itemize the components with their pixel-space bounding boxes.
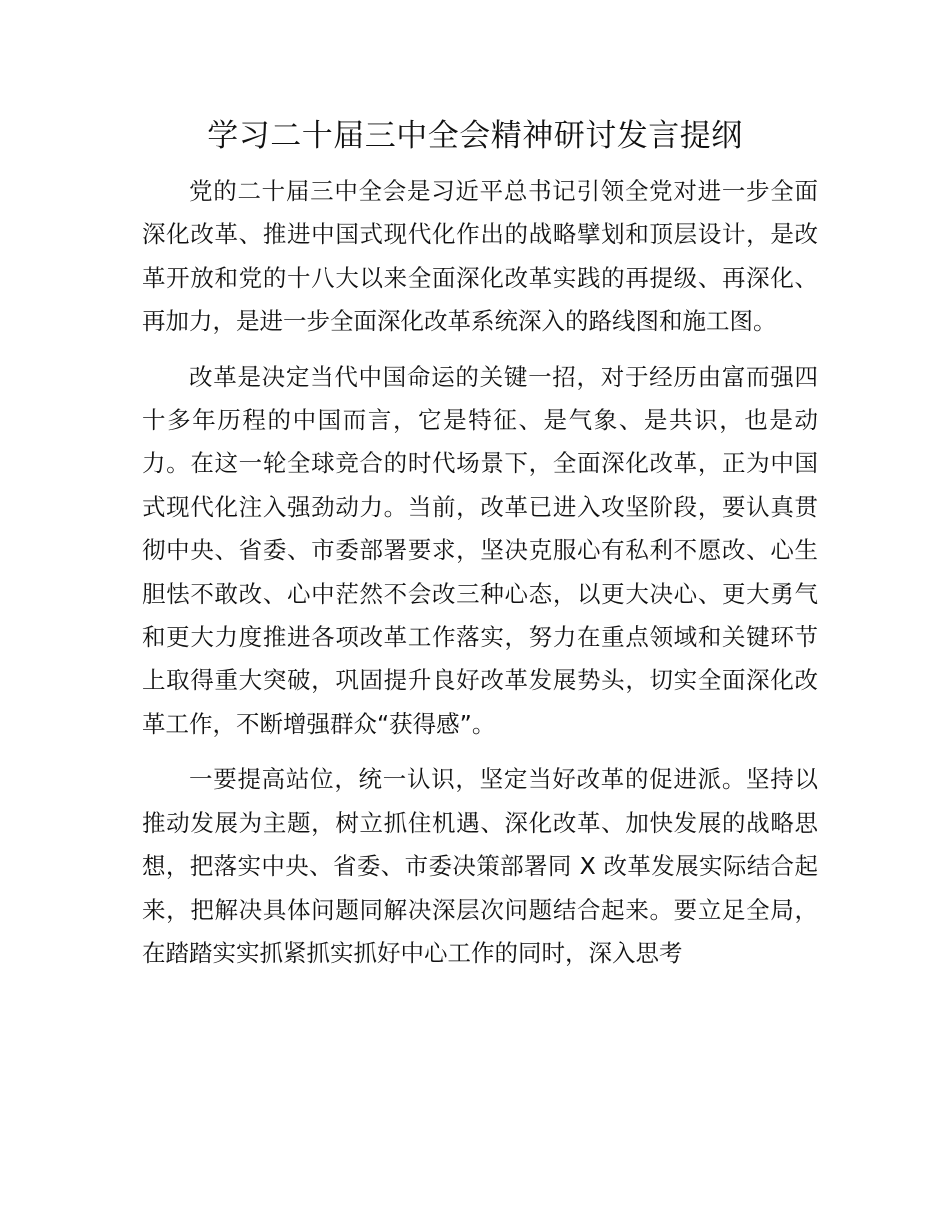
paragraph-intro: 党的二十届三中全会是习近平总书记引领全党对进一步全面深化改革、推进中国式现代化作出的战略擘划和顶层设计，是改革开放和党的十八大以来全面深化改革实践的再提级、再深化、再加力，是进一步全面深化改革系统深入的路线图和施工图。 bbox=[142, 177, 818, 336]
document-title: 学习二十届三中全会精神研讨发言提纲 bbox=[207, 118, 743, 154]
paragraph-reform-significance: 改革是决定当代中国命运的关键一招，对于经历由富而强四十多年历程的中国而言，它是特征、是气象、是共识，也是动力。在这一轮全球竞合的时代场景下，全面深化改革，正为中国式现代化注入强劲动力。当前，改革已进入攻坚阶段，要认真贯彻中央、省委、市委部署要求，坚决克服心有私利不愿改、心生胆怯不敢改、心中茫然不会改三种心态，以更大决心、更大勇气和更大力度推进各项改革工作落实，努力在重点领域和关键环节上取得重大突破，巩固提升良好改革发展势头，切实全面深化改革工作，不断增强群众“获得感”。 bbox=[142, 362, 818, 738]
document-body bbox=[142, 170, 818, 975]
paragraph-point-one: 一要提高站位，统一认识，坚定当好改革的促进派。坚持以推动发展为主题，树立抓住机遇、深化改革、加快发展的战略思想，把落实中央、省委、市委决策部署同 X 改革发展实际结合起来，把解决具体问题同解决深层次问题结合起来。要立足全局，在踏踏实实抓紧抓实抓好中心工作的同时，深入思考 bbox=[142, 765, 818, 967]
